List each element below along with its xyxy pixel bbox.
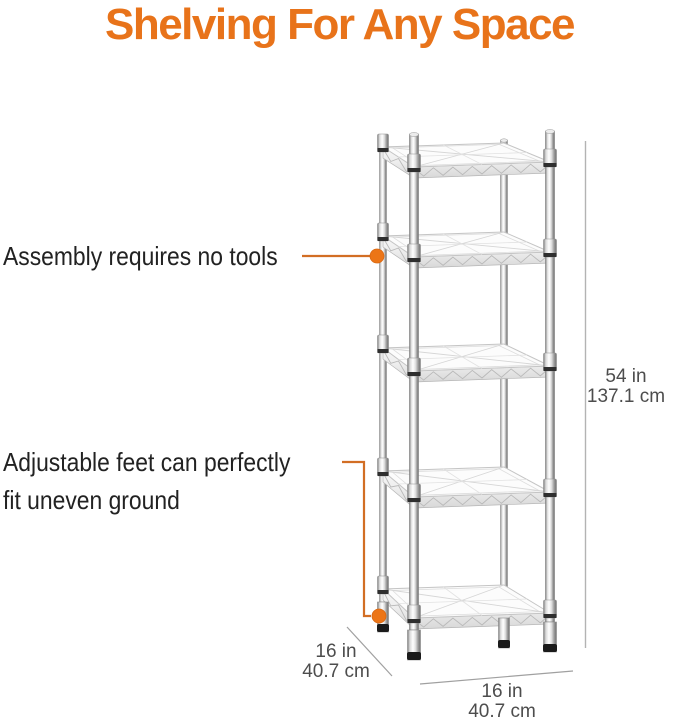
depth-metric: 40.7 cm: [302, 661, 370, 682]
wire-shelves: [383, 143, 550, 629]
feet-leader-line: [342, 462, 371, 616]
page-title: Shelving For Any Space: [104, 0, 575, 49]
depth-inches: 16 in: [315, 641, 357, 662]
callout-assembly-text: Assembly requires no tools: [3, 241, 278, 271]
width-dimension-label: [442, 682, 562, 718]
width-inches: 16 in: [481, 681, 523, 702]
callout-feet-line-2: fit uneven ground: [3, 485, 180, 515]
feet-leader-dot: [372, 609, 386, 623]
callout-assembly: [3, 241, 278, 271]
callout-adjustable-feet: [3, 443, 290, 519]
height-dimension-label: [576, 367, 676, 407]
width-metric: 40.7 cm: [468, 701, 536, 718]
assembly-leader-dot: [370, 249, 384, 263]
depth-dimension-label: [276, 642, 396, 682]
height-metric: 137.1 cm: [586, 386, 666, 407]
height-inches: 54 in: [605, 366, 647, 387]
callout-leaders: [302, 249, 386, 623]
callout-feet-line-1: Adjustable feet can perfectly: [3, 447, 291, 477]
